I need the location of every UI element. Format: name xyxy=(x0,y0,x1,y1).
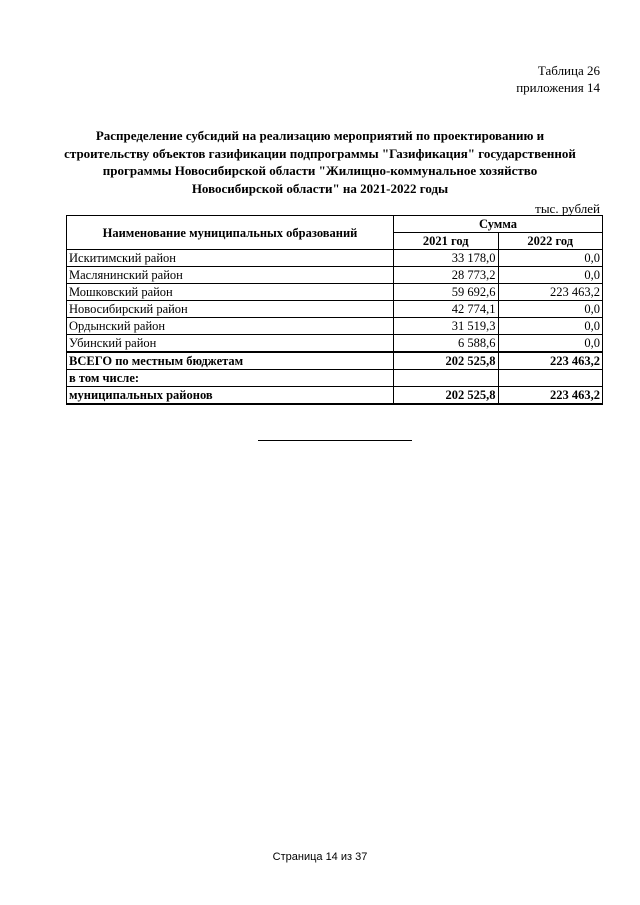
including-2022 xyxy=(498,370,603,387)
district-name: Искитимский район xyxy=(67,250,394,267)
column-header-2022: 2022 год xyxy=(498,233,603,250)
municipal-2022: 223 463,2 xyxy=(498,387,603,405)
total-2022: 223 463,2 xyxy=(498,352,603,370)
page-number: Страница 14 из 37 xyxy=(272,851,368,863)
table-row xyxy=(67,301,603,318)
municipal-2021: 202 525,8 xyxy=(394,387,499,405)
appendix-label: приложения 14 xyxy=(516,80,600,95)
table-row xyxy=(67,250,603,267)
district-name: Мошковский район xyxy=(67,284,394,301)
table-row xyxy=(67,318,603,335)
document-title: Распределение субсидий на реализацию мероприятий по проектированию и строительству объектов газификации подпрограммы "Газификация" государственной программы Новосибирской области "Жилищно-коммунальное хозяйство Новосибирской области" на 2021-2022 годы xyxy=(64,128,576,196)
column-header-sum: Сумма xyxy=(394,216,603,233)
district-name: Маслянинский район xyxy=(67,267,394,284)
value-2021: 59 692,6 xyxy=(394,284,499,301)
value-2021: 6 588,6 xyxy=(394,335,499,353)
including-2021 xyxy=(394,370,499,387)
subsidy-table xyxy=(66,215,603,405)
value-2022: 223 463,2 xyxy=(498,284,603,301)
district-name: Убинский район xyxy=(67,335,394,353)
column-header-2021: 2021 год xyxy=(394,233,499,250)
value-2022: 0,0 xyxy=(498,318,603,335)
including-label: в том числе: xyxy=(67,370,394,387)
table-row xyxy=(67,267,603,284)
value-2021: 33 178,0 xyxy=(394,250,499,267)
units-label: тыс. рублей xyxy=(535,201,600,216)
value-2021: 31 519,3 xyxy=(394,318,499,335)
municipal-label: муниципальных районов xyxy=(67,387,394,405)
value-2021: 42 774,1 xyxy=(394,301,499,318)
total-row xyxy=(67,352,603,370)
municipal-row xyxy=(67,387,603,405)
value-2022: 0,0 xyxy=(498,335,603,353)
district-name: Новосибирский район xyxy=(67,301,394,318)
column-header-name: Наименование муниципальных образований xyxy=(67,216,394,250)
table-reference xyxy=(516,62,600,96)
table-number-label: Таблица 26 xyxy=(537,63,600,78)
total-2021: 202 525,8 xyxy=(394,352,499,370)
value-2022: 0,0 xyxy=(498,250,603,267)
table-row xyxy=(67,284,603,301)
value-2021: 28 773,2 xyxy=(394,267,499,284)
total-label: ВСЕГО по местным бюджетам xyxy=(67,352,394,370)
value-2022: 0,0 xyxy=(498,267,603,284)
end-divider xyxy=(258,440,412,441)
table-row xyxy=(67,335,603,353)
including-row xyxy=(67,370,603,387)
value-2022: 0,0 xyxy=(498,301,603,318)
district-name: Ордынский район xyxy=(67,318,394,335)
